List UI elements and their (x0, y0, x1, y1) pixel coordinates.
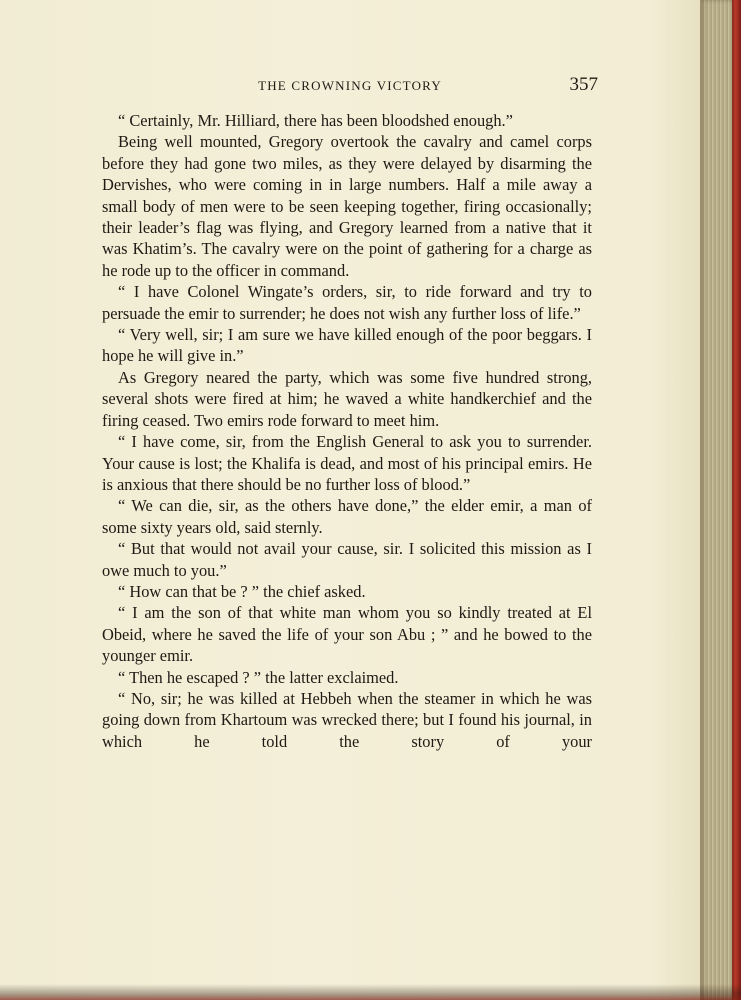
paragraph: “ I am the son of that white man whom you so kindly treated at El Obeid, where he saved the life of your son Abu ; ” and he bowed to the younger emir. (102, 603, 592, 666)
body-text (102, 110, 592, 752)
paragraph: “ Certainly, Mr. Hilliard, there has been bloodshed enough.” (118, 111, 513, 130)
paragraph: “ No, sir; he was killed at Hebbeh when the steamer in which he was going down from Khartoum was wrecked there; but I found his journal, in which he told the story of your (102, 688, 592, 751)
paragraph: Being well mounted, Gregory overtook the cavalry and camel corps before they had gone two miles, as they were delayed by disarming the Dervishes, who were coming in in large numbers. Half a mile away a small body of men were to be seen keeping together, firing occasionally; their leader’s flag was flying, and Gregory learned from a native that it was Khatim’s. The cavalry were on the point of gathering for a charge as he rode up to the officer in command. (102, 132, 592, 280)
page-number: 357 (569, 74, 598, 95)
paragraph: “ We can die, sir, as the others have done,” the elder emir, a man of some sixty years old, said sternly. (102, 496, 592, 537)
paragraph: “ Then he escaped ? ” the latter exclaimed. (118, 667, 399, 687)
paragraph: As Gregory neared the party, which was some five hundred strong, several shots were fired at him; he waved a white handkerchief and the firing ceased. Two emirs rode forward to meet him. (102, 367, 592, 430)
red-page-edge (732, 0, 741, 1000)
bottom-edge-shadow (0, 984, 741, 1000)
paragraph: “ Very well, sir; I am sure we have killed enough of the poor beggars. I hope he will give in.” (102, 325, 592, 366)
paragraph: “ I have come, sir, from the English General to ask you to surrender. Your cause is lost; the Khalifa is dead, and most of his principal emirs. He is anxious that there should be no further loss of blood.” (102, 432, 592, 494)
paragraph: “ But that would not avail your cause, sir. I solicited this mission as I owe much to you.” (102, 539, 592, 580)
running-head: THE CROWNING VICTORY (258, 78, 442, 93)
page-header (102, 74, 598, 98)
paragraph: “ I have Colonel Wingate’s orders, sir, to ride forward and try to persuade the emir to surrender; he does not wish any further loss of life.” (102, 282, 592, 323)
paragraph: “ How can that be ? ” the chief asked. (118, 581, 366, 601)
